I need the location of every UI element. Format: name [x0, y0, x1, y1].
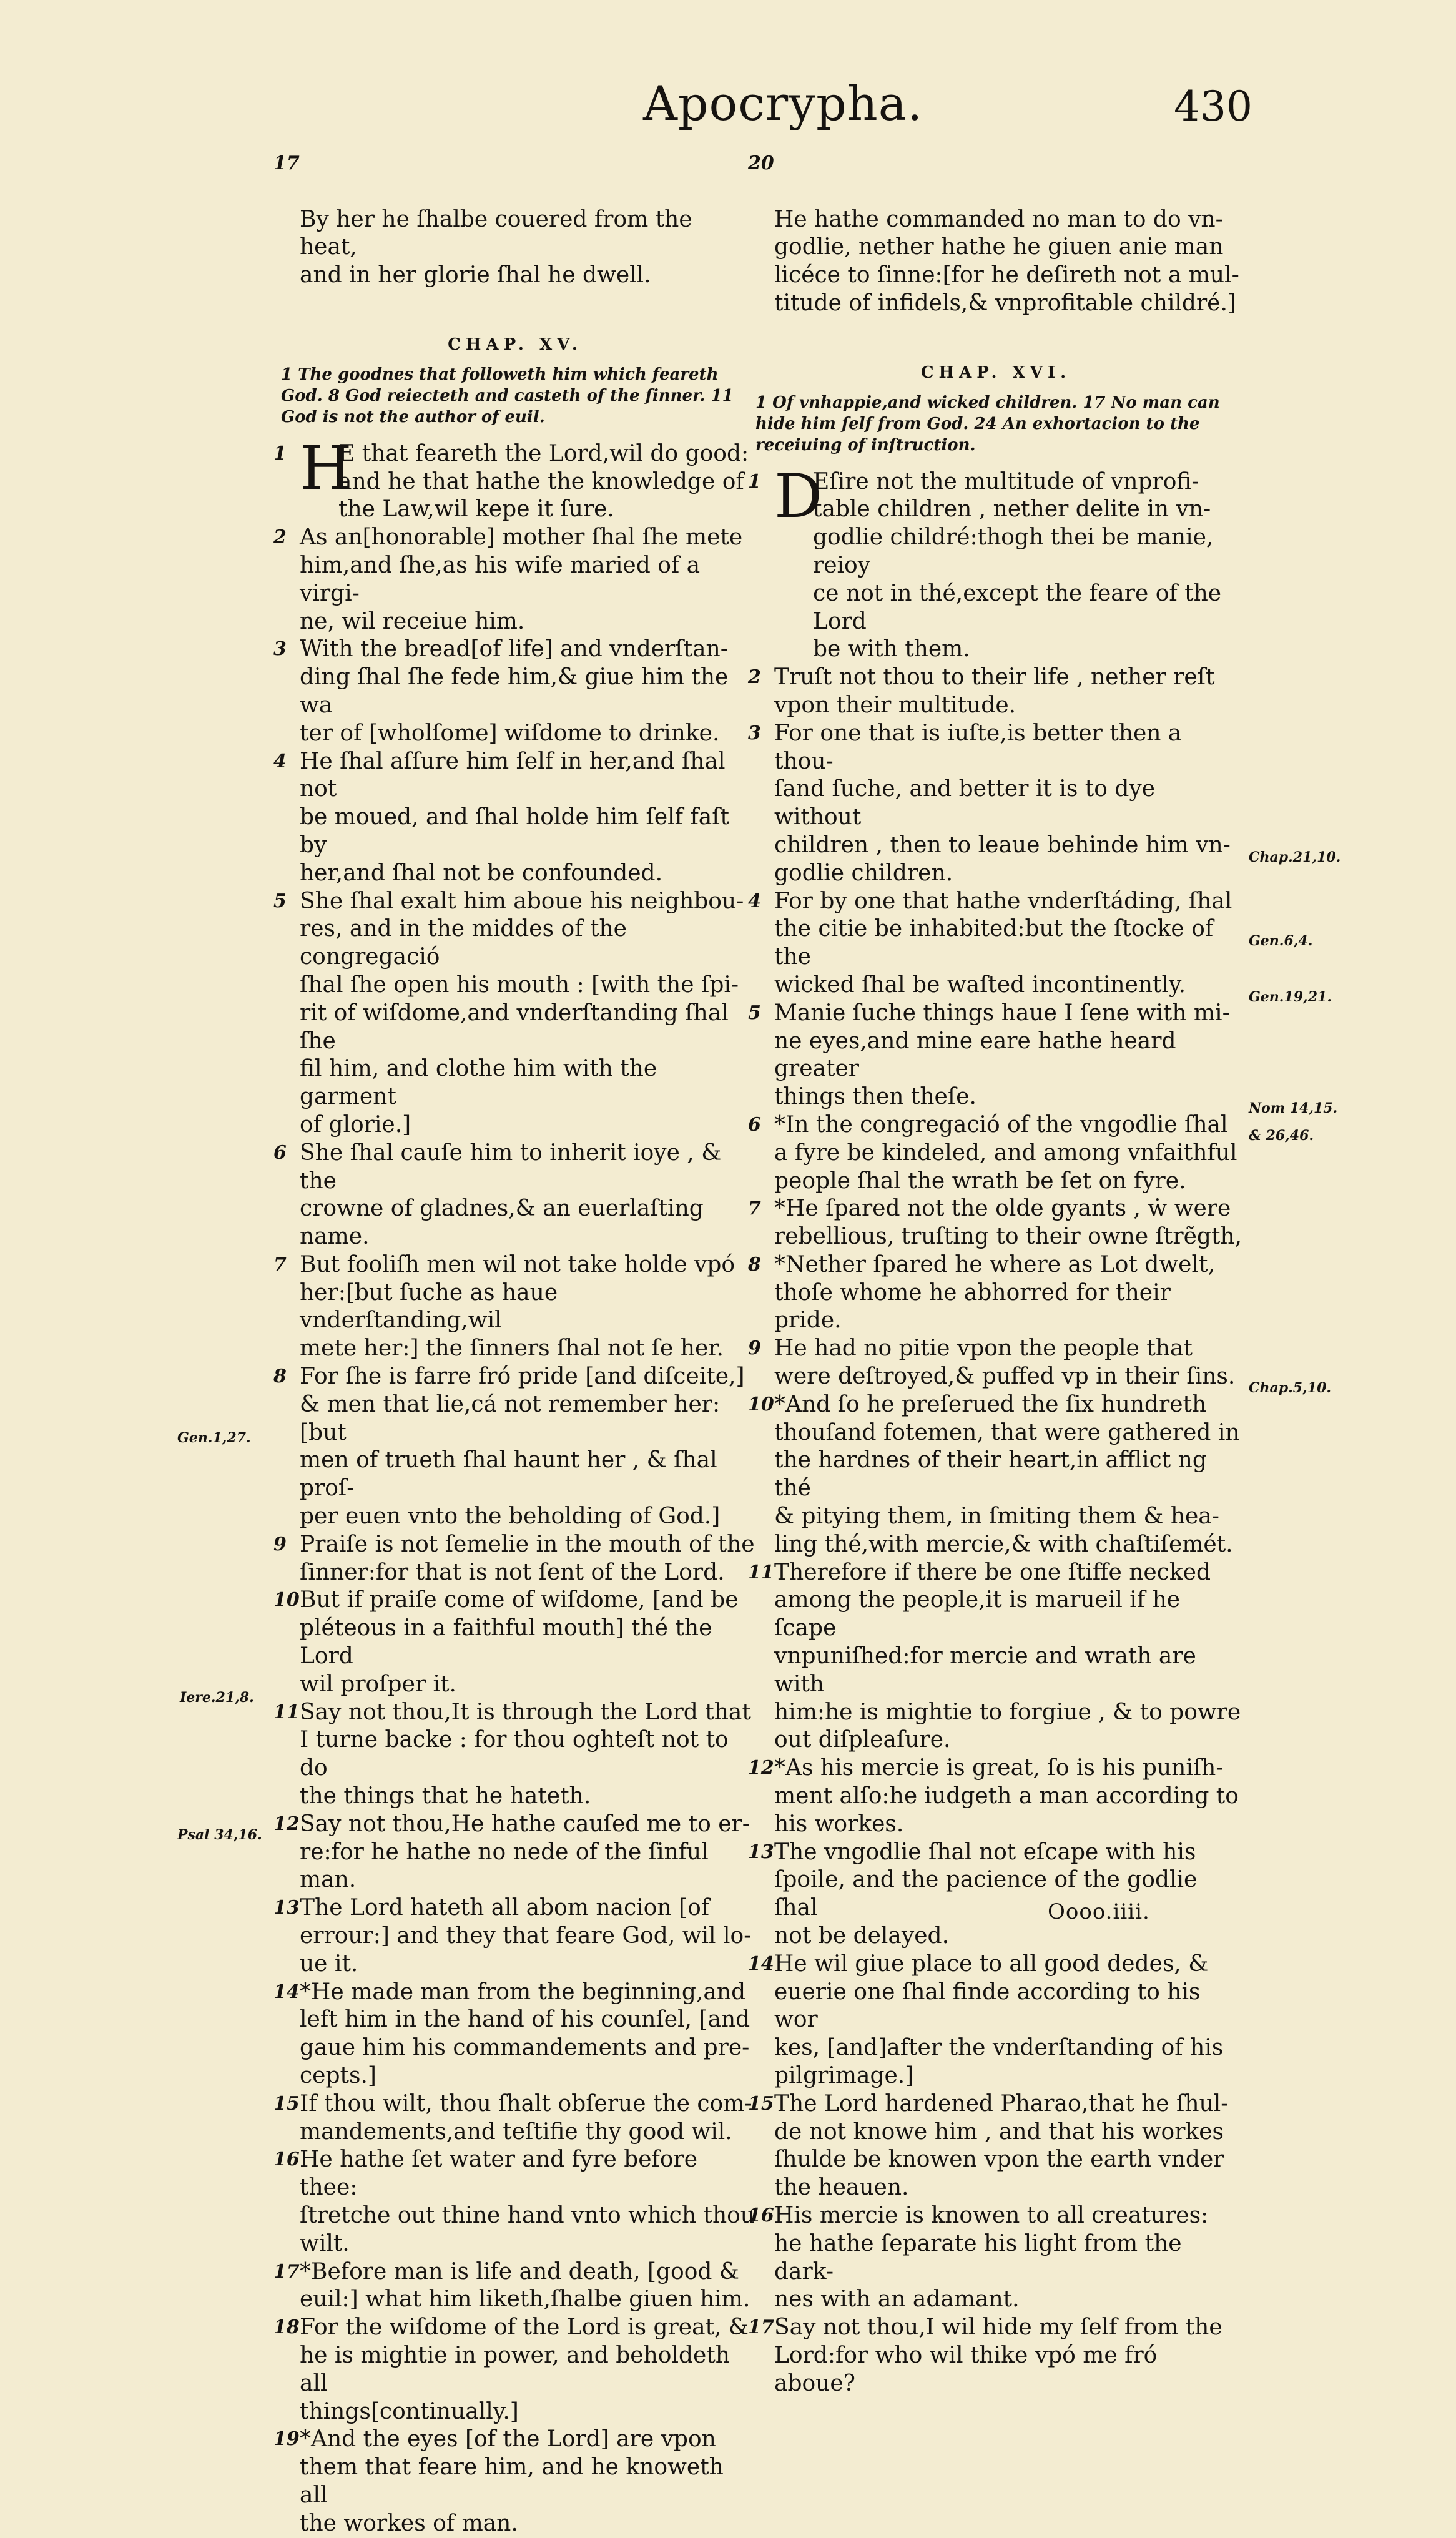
verse-14: [749, 1950, 1242, 2090]
verse-number: 12: [748, 1757, 774, 1779]
margin-note: Gen.6,4.: [1249, 933, 1313, 949]
verse-list: [749, 664, 1242, 2398]
verse-number: 19: [273, 2428, 300, 2451]
verse-1: [273, 433, 755, 524]
verse-17: [275, 150, 755, 318]
verse-13: [275, 1894, 755, 1978]
verse-6: [749, 1111, 1242, 1195]
verse-16: [275, 2146, 755, 2258]
verse-text: *Nether ſpared he where as Lot dwelt, thoſe whome he abhorred for their pride.: [774, 1251, 1215, 1334]
verse-text: *And ſo he preſerued the ſix hundreth thouſand fotemen, that were gathered in the hardnes of their heart,in afflict ng thé & pitying them, in ſmiting them & hea- ling thé,with mercie,& with chaſtiſemét.: [774, 1391, 1240, 1557]
verse-number: 3: [748, 722, 761, 744]
verse-number: 10: [748, 1393, 774, 1415]
verse-text: Therefore if there be one ſtiffe necked among the people,it is marueil if he ſcape vnpuniſhed:for mercie and wrath are with him:he is mightie to forgiue , & to powre out diſpleaſure.: [774, 1559, 1241, 1753]
verse-7: [749, 1195, 1242, 1251]
verse-5: [275, 888, 755, 1139]
drop-cap: H: [300, 433, 352, 503]
verse-number: 7: [748, 1198, 761, 1220]
verse-number: 4: [273, 750, 287, 772]
verse-number: 15: [273, 2092, 300, 2115]
verse-number: 17: [748, 2316, 774, 2339]
verse-number: 11: [273, 1701, 300, 1723]
verse-text: *He ſpared not the olde gyants , ẇ were rebellious, truſting to their owne ſtrẽgth,: [774, 1196, 1242, 1250]
verse-number: 1: [748, 470, 761, 493]
verse-4: [275, 748, 755, 888]
verse-text: He had no pitie vpon the people that were deſtroyed,& puffed vp in their ſins.: [774, 1335, 1236, 1390]
verse-2: [749, 664, 1242, 720]
verse-text: For the wiſdome of the Lord is great, & he is mightie in power, and beholdeth all things[continually.]: [300, 2314, 749, 2424]
signature-mark: Oooo.iiii.: [1048, 1899, 1150, 1924]
verse-number: 8: [748, 1253, 761, 1276]
verse-8: [275, 1363, 755, 1531]
verse-number: 1: [273, 442, 287, 465]
verse-number: 17: [273, 2260, 300, 2283]
margin-note: Chap.21,10.: [1249, 849, 1341, 865]
verse-text: With the bread[of life] and vnderſtan- ding ſhal ſhe fede him,& giue him the wa ter of [wholſome] wiſdome to drinke.: [300, 636, 729, 746]
verse-text: Eſire not the multitude of vnprofi- table children , nether delite in vn- godlie childré:thogh thei be manie, reioy ce not in thé,except the feare of the Lord be with them.: [813, 468, 1222, 662]
verse-3: [275, 636, 755, 747]
verse-text: He wil giue place to all good dedes, & euerie one ſhal finde according to his wor kes, [and]after the vnderſtanding of his pilgrimage.]: [774, 1950, 1224, 2088]
verse-text: He hathe ſet water and fyre before thee: ſtretche out thine hand vnto which thou wilt.: [300, 2147, 755, 2256]
verse-7: [275, 1251, 755, 1363]
verse-15: [275, 2090, 755, 2147]
verse-12: [749, 1754, 1242, 1838]
verse-10: [275, 1586, 755, 1698]
verse-3: [749, 720, 1242, 888]
verse-19: [275, 2426, 755, 2537]
verse-number: 9: [273, 1533, 287, 1555]
verse-17: [275, 2258, 755, 2314]
verse-text: Praiſe is not ſemelie in the mouth of the ſinner:for that is not ſent of the Lord.: [300, 1531, 755, 1585]
chapter-argument: 1 The goodnes that followeth him which feareth God. 8 God reiecteth and casteth of the ſinner. 11 God is not the author of euil.: [281, 365, 734, 426]
verse-9: [749, 1335, 1242, 1391]
verse-text: Say not thou,He hathe cauſed me to er- re:for he hathe no nede of the ſinful man.: [300, 1811, 750, 1893]
verse-text: The Lord hardened Pharao,that he ſhul- de not knowe him , and that his workes ſhulde be knowen vpon the earth vnder the heauen.: [774, 2090, 1229, 2201]
verse-text: *And the eyes [of the Lord] are vpon them that feare him, and he knoweth all the workes of man.: [300, 2426, 724, 2536]
verse-text: But fooliſh men wil not take holde vpó her:[but ſuche as haue vnderſtanding,wil mete her:] the ſinners ſhal not ſe her.: [300, 1251, 735, 1362]
verse-number: 20: [748, 152, 774, 174]
verse-6: [275, 1139, 755, 1251]
verse-11: [749, 1559, 1242, 1755]
right-column: [749, 150, 1242, 2398]
verse-text: By her he ſhalbe couered from the heat, and in her glorie ſhal he dwell.: [300, 206, 692, 288]
verse-text: *Before man is life and death, [good & euil:] what him liketh,ſhalbe giuen him.: [300, 2258, 750, 2313]
verse-text: The vngodlie ſhal not eſcape with his ſpoile, and the pacience of the godlie ſhal not be delayed.: [774, 1839, 1198, 1949]
margin-note: Chap.5,10.: [1249, 1380, 1332, 1396]
verse-15: [749, 2090, 1242, 2202]
verse-10: [749, 1391, 1242, 1559]
margin-note: & 26,46.: [1249, 1128, 1314, 1144]
verse-number: 7: [273, 1253, 287, 1276]
verse-9: [275, 1531, 755, 1587]
verse-text: Manie ſuche things haue I ſene with mi- ne eyes,and mine eare hathe heard greater things then theſe.: [774, 1000, 1230, 1110]
verse-number: 9: [748, 1337, 761, 1360]
verse-number: 2: [273, 526, 287, 549]
verse-text: *He made man from the beginning,and left him in the hand of his counſel, [and gaue him his commandements and pre- cepts.]: [300, 1979, 750, 2088]
verse-12: [275, 1811, 755, 1894]
chapter-argument: 1 Of vnhappie,and wicked children. 17 No man can hide him ſelf from God. 24 An exhortacion to the receiuing of inſtruction.: [755, 393, 1220, 455]
verse-number: 6: [273, 1141, 287, 1164]
chapter-heading: CHAP. XVI.: [920, 363, 1071, 382]
verse-text: The Lord hateth all abom nacion [of errour:] and they that feare God, wil lo- ue it.: [300, 1895, 752, 1977]
verse-text: *As his mercie is great, ſo is his puniſh- ment alſo:he iudgeth a man according to his workes.: [774, 1755, 1239, 1837]
verse-number: 5: [273, 890, 287, 912]
verse-14: [275, 1979, 755, 2090]
verse-number: 18: [273, 2316, 300, 2339]
verse-text: Say not thou,It is through the Lord that I turne backe : for thou oghteſt not to do the things that he hateth.: [300, 1699, 751, 1809]
verse-text: For ſhe is farre fró pride [and diſceite,] & men that lie,cá not remember her:[but men of trueth ſhal haunt her , & ſhal proſ- per euen vnto the beholding of God.]: [300, 1364, 745, 1530]
verse-2: [275, 524, 755, 636]
verse-list: [275, 524, 755, 2537]
verse-number: 16: [748, 2204, 774, 2226]
verse-17: [749, 2314, 1242, 2398]
verse-number: 14: [273, 1980, 300, 2003]
page-number: 430: [1174, 82, 1252, 130]
margin-note: Nom 14,15.: [1249, 1100, 1338, 1116]
verse-text: For one that is iuſte,is better then a thou- ſand ſuche, and better it is to dye without children , then to leaue behinde him vn- godlie children.: [774, 720, 1231, 886]
verse-text: But if praiſe come of wiſdome, [and be pléteous in a faithful mouth] thé the Lord wil proſper it.: [300, 1587, 739, 1697]
verse-number: 10: [273, 1589, 300, 1611]
verse-number: 13: [748, 1841, 774, 1863]
running-title: Apocrypha.: [643, 76, 923, 131]
verse-number: 16: [273, 2148, 300, 2171]
verse-number: 3: [273, 638, 287, 661]
drop-cap: D: [774, 461, 822, 531]
verse-number: 17: [273, 152, 300, 174]
verse-text: He ſhal aſſure him ſelf in her,and ſhal not be moued, and ſhal holde him ſelf faſt by her,and ſhal not be confounded.: [300, 748, 730, 886]
verse-number: 2: [748, 666, 761, 689]
verse-number: 8: [273, 1365, 287, 1388]
verse-text: He hathe commanded no man to do vn- godlie, nether hathe he giuen anie man licéce to ſinne:[for he deſireth not a mul- titude of infidels,& vnprofitable childré.]: [774, 206, 1239, 316]
verse-16: [749, 2202, 1242, 2314]
verse-20: [749, 150, 1242, 346]
verse-1: [748, 461, 1242, 664]
page-header: [0, 0, 1456, 150]
verse-text: As an[honorable] mother ſhal ſhe mete him,and ſhe,as his wife maried of a virgi- ne, wil receiue him.: [300, 524, 743, 634]
left-column: [275, 150, 755, 2538]
margin-note: Iere.21,8.: [180, 1690, 254, 1706]
verse-number: 5: [748, 1001, 761, 1024]
chapter-heading: CHAP. XV.: [448, 335, 583, 354]
verse-5: [749, 1000, 1242, 1111]
verse-4: [749, 888, 1242, 1000]
margin-note: Gen.19,21.: [1249, 989, 1332, 1005]
verse-text: *In the congregació of the vngodlie ſhal a fyre be kindeled, and among vnfaithful people ſhal the wrath be ſet on fyre.: [774, 1111, 1237, 1194]
verse-text: Say not thou,I wil hide my ſelf from the Lord:for who wil thike vpó me fró aboue?: [774, 2314, 1222, 2396]
verse-11: [275, 1699, 755, 1811]
verse-number: 15: [748, 2092, 774, 2115]
verse-number: 12: [273, 1813, 300, 1835]
margin-note: Gen.1,27.: [177, 1430, 251, 1446]
verse-number: 14: [748, 1952, 774, 1975]
verse-text: For by one that hathe vnderſtáding, ſhal the citie be inhabited:but the ſtocke of the wicked ſhal be waſted incontinently.: [774, 888, 1232, 998]
verse-number: 4: [748, 890, 761, 912]
verse-number: 6: [748, 1113, 761, 1136]
verse-text: She ſhal cauſe him to inherit ioye , & the crowne of gladnes,& an euerlaſting name.: [300, 1139, 722, 1250]
verse-8: [749, 1251, 1242, 1335]
verse-text: She ſhal exalt him aboue his neighbou- res, and in the middes of the congregació ſhal ſhe open his mouth : [with the ſpi- rit of wiſdome,and vnderſtanding ſhal ſhe fil him, and clothe him with the garment of glorie.]: [300, 888, 744, 1138]
verse-text: E that feareth the Lord,wil do good: and he that hathe the knowledge of the Law,wil kepe it ſure.: [338, 440, 749, 523]
verse-text: His mercie is knowen to all creatures: he hathe ſeparate his light from the dark- nes with an adamant.: [774, 2202, 1209, 2313]
verse-13: [749, 1839, 1242, 1950]
verse-number: 13: [273, 1897, 300, 1919]
verse-number: 11: [748, 1561, 774, 1583]
verse-text: Truſt not thou to their life , nether reſt vpon their multitude.: [774, 664, 1215, 718]
verse-18: [275, 2314, 755, 2426]
margin-note: Psal 34,16.: [177, 1827, 262, 1843]
verse-text: If thou wilt, thou ſhalt obſerue the com- mandements,and teſtifie thy good wil.: [300, 2090, 752, 2145]
